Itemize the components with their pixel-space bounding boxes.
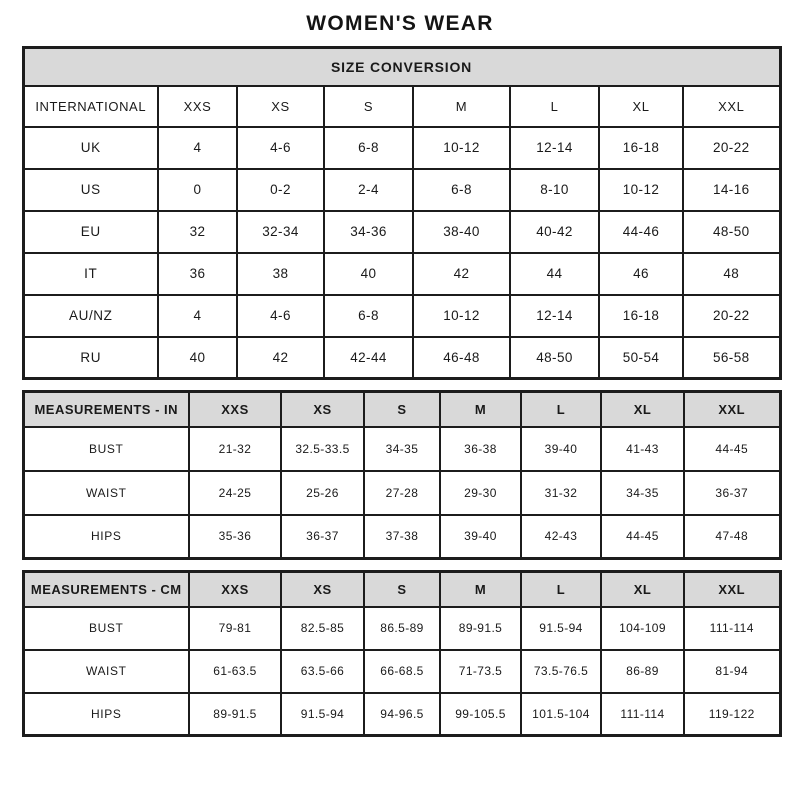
value-cell: 89-91.5 bbox=[440, 607, 521, 650]
measurements-in-body bbox=[23, 427, 780, 559]
size-column-header: S bbox=[324, 86, 413, 127]
row-label: HIPS bbox=[23, 515, 189, 559]
value-cell: 42-44 bbox=[324, 337, 413, 379]
value-cell: 16-18 bbox=[599, 295, 683, 337]
value-cell: 104-109 bbox=[601, 607, 684, 650]
value-cell: 44-45 bbox=[601, 515, 684, 559]
value-cell: 4-6 bbox=[237, 295, 324, 337]
table-title-row bbox=[23, 48, 780, 86]
table-row bbox=[23, 295, 780, 337]
value-cell: 4 bbox=[158, 295, 237, 337]
value-cell: 40-42 bbox=[510, 211, 599, 253]
tables-container bbox=[22, 46, 779, 737]
size-column-header: XS bbox=[281, 392, 364, 427]
value-cell: 10-12 bbox=[413, 127, 510, 169]
value-cell: 20-22 bbox=[683, 127, 780, 169]
value-cell: 86.5-89 bbox=[364, 607, 440, 650]
row-label: EU bbox=[23, 211, 158, 253]
value-cell: 99-105.5 bbox=[440, 693, 521, 736]
value-cell: 50-54 bbox=[599, 337, 683, 379]
value-cell: 73.5-76.5 bbox=[521, 650, 601, 693]
row-label: HIPS bbox=[23, 693, 189, 736]
value-cell: 41-43 bbox=[601, 427, 684, 471]
row-label: RU bbox=[23, 337, 158, 379]
value-cell: 40 bbox=[324, 253, 413, 295]
row-label: WAIST bbox=[23, 650, 189, 693]
row-label: BUST bbox=[23, 427, 189, 471]
value-cell: 38-40 bbox=[413, 211, 510, 253]
value-cell: 48 bbox=[683, 253, 780, 295]
size-column-header: XS bbox=[281, 572, 364, 607]
value-cell: 63.5-66 bbox=[281, 650, 364, 693]
value-cell: 10-12 bbox=[599, 169, 683, 211]
table-row bbox=[23, 337, 780, 379]
table-row bbox=[23, 253, 780, 295]
value-cell: 44-45 bbox=[684, 427, 780, 471]
value-cell: 20-22 bbox=[683, 295, 780, 337]
size-column-header: L bbox=[521, 392, 601, 427]
size-column-header: XL bbox=[601, 572, 684, 607]
value-cell: 42-43 bbox=[521, 515, 601, 559]
value-cell: 66-68.5 bbox=[364, 650, 440, 693]
value-cell: 48-50 bbox=[683, 211, 780, 253]
value-cell: 14-16 bbox=[683, 169, 780, 211]
table-row bbox=[23, 471, 780, 515]
value-cell: 27-28 bbox=[364, 471, 440, 515]
size-column-header: L bbox=[521, 572, 601, 607]
table-row bbox=[23, 127, 780, 169]
value-cell: 36-37 bbox=[281, 515, 364, 559]
size-column-header: XXS bbox=[158, 86, 237, 127]
value-cell: 0-2 bbox=[237, 169, 324, 211]
measurements-in-table bbox=[22, 390, 782, 560]
value-cell: 31-32 bbox=[521, 471, 601, 515]
size-column-header: XXL bbox=[684, 572, 780, 607]
table-row bbox=[23, 515, 780, 559]
value-cell: 81-94 bbox=[684, 650, 780, 693]
value-cell: 6-8 bbox=[324, 127, 413, 169]
value-cell: 4 bbox=[158, 127, 237, 169]
value-cell: 10-12 bbox=[413, 295, 510, 337]
value-cell: 40 bbox=[158, 337, 237, 379]
row-label: IT bbox=[23, 253, 158, 295]
value-cell: 101.5-104 bbox=[521, 693, 601, 736]
size-column-header: M bbox=[413, 86, 510, 127]
row-label: BUST bbox=[23, 607, 189, 650]
value-cell: 91.5-94 bbox=[281, 693, 364, 736]
table-row bbox=[23, 427, 780, 471]
size-header-row bbox=[23, 86, 780, 127]
table-row bbox=[23, 607, 780, 650]
value-cell: 71-73.5 bbox=[440, 650, 521, 693]
value-cell: 35-36 bbox=[189, 515, 281, 559]
measurements-cm-header-row bbox=[23, 572, 780, 607]
value-cell: 8-10 bbox=[510, 169, 599, 211]
value-cell: 46-48 bbox=[413, 337, 510, 379]
value-cell: 44-46 bbox=[599, 211, 683, 253]
value-cell: 48-50 bbox=[510, 337, 599, 379]
value-cell: 36-37 bbox=[684, 471, 780, 515]
value-cell: 6-8 bbox=[413, 169, 510, 211]
value-cell: 2-4 bbox=[324, 169, 413, 211]
value-cell: 32.5-33.5 bbox=[281, 427, 364, 471]
value-cell: 89-91.5 bbox=[189, 693, 281, 736]
value-cell: 12-14 bbox=[510, 295, 599, 337]
size-column-header: XXL bbox=[684, 392, 780, 427]
value-cell: 42 bbox=[413, 253, 510, 295]
size-column-header: XXS bbox=[189, 572, 281, 607]
value-cell: 39-40 bbox=[521, 427, 601, 471]
size-column-header: L bbox=[510, 86, 599, 127]
size-column-header: XXS bbox=[189, 392, 281, 427]
row-label: US bbox=[23, 169, 158, 211]
value-cell: 16-18 bbox=[599, 127, 683, 169]
value-cell: 56-58 bbox=[683, 337, 780, 379]
page-title: WOMEN'S WEAR bbox=[306, 12, 494, 35]
value-cell: 44 bbox=[510, 253, 599, 295]
measurements-cm-body bbox=[23, 607, 780, 736]
value-cell: 34-35 bbox=[364, 427, 440, 471]
value-cell: 46 bbox=[599, 253, 683, 295]
size-column-header: XS bbox=[237, 86, 324, 127]
value-cell: 12-14 bbox=[510, 127, 599, 169]
size-conversion-body bbox=[23, 127, 780, 379]
value-cell: 4-6 bbox=[237, 127, 324, 169]
value-cell: 111-114 bbox=[601, 693, 684, 736]
value-cell: 61-63.5 bbox=[189, 650, 281, 693]
value-cell: 0 bbox=[158, 169, 237, 211]
table-row bbox=[23, 693, 780, 736]
size-column-header: M bbox=[440, 572, 521, 607]
value-cell: 82.5-85 bbox=[281, 607, 364, 650]
size-conversion-title: SIZE CONVERSION bbox=[23, 48, 780, 86]
value-cell: 94-96.5 bbox=[364, 693, 440, 736]
value-cell: 37-38 bbox=[364, 515, 440, 559]
value-cell: 34-35 bbox=[601, 471, 684, 515]
value-cell: 91.5-94 bbox=[521, 607, 601, 650]
value-cell: 119-122 bbox=[684, 693, 780, 736]
row-label: WAIST bbox=[23, 471, 189, 515]
size-column-header: S bbox=[364, 572, 440, 607]
measurements-in-header-row bbox=[23, 392, 780, 427]
row-label: UK bbox=[23, 127, 158, 169]
value-cell: 6-8 bbox=[324, 295, 413, 337]
international-header: INTERNATIONAL bbox=[23, 86, 158, 127]
value-cell: 24-25 bbox=[189, 471, 281, 515]
size-chart-page bbox=[0, 12, 800, 800]
value-cell: 79-81 bbox=[189, 607, 281, 650]
size-column-header: XXL bbox=[683, 86, 780, 127]
measurements-cm-table bbox=[22, 570, 782, 737]
size-column-header: XL bbox=[599, 86, 683, 127]
value-cell: 25-26 bbox=[281, 471, 364, 515]
value-cell: 38 bbox=[237, 253, 324, 295]
value-cell: 32 bbox=[158, 211, 237, 253]
value-cell: 39-40 bbox=[440, 515, 521, 559]
measurements-in-title: MEASUREMENTS - IN bbox=[23, 392, 189, 427]
value-cell: 21-32 bbox=[189, 427, 281, 471]
row-label: AU/NZ bbox=[23, 295, 158, 337]
value-cell: 111-114 bbox=[684, 607, 780, 650]
table-row bbox=[23, 211, 780, 253]
value-cell: 47-48 bbox=[684, 515, 780, 559]
size-conversion-table bbox=[22, 46, 782, 380]
value-cell: 29-30 bbox=[440, 471, 521, 515]
value-cell: 42 bbox=[237, 337, 324, 379]
value-cell: 34-36 bbox=[324, 211, 413, 253]
measurements-cm-title: MEASUREMENTS - CM bbox=[23, 572, 189, 607]
table-row bbox=[23, 650, 780, 693]
size-column-header: S bbox=[364, 392, 440, 427]
value-cell: 36-38 bbox=[440, 427, 521, 471]
value-cell: 32-34 bbox=[237, 211, 324, 253]
size-column-header: M bbox=[440, 392, 521, 427]
value-cell: 36 bbox=[158, 253, 237, 295]
size-column-header: XL bbox=[601, 392, 684, 427]
value-cell: 86-89 bbox=[601, 650, 684, 693]
table-row bbox=[23, 169, 780, 211]
